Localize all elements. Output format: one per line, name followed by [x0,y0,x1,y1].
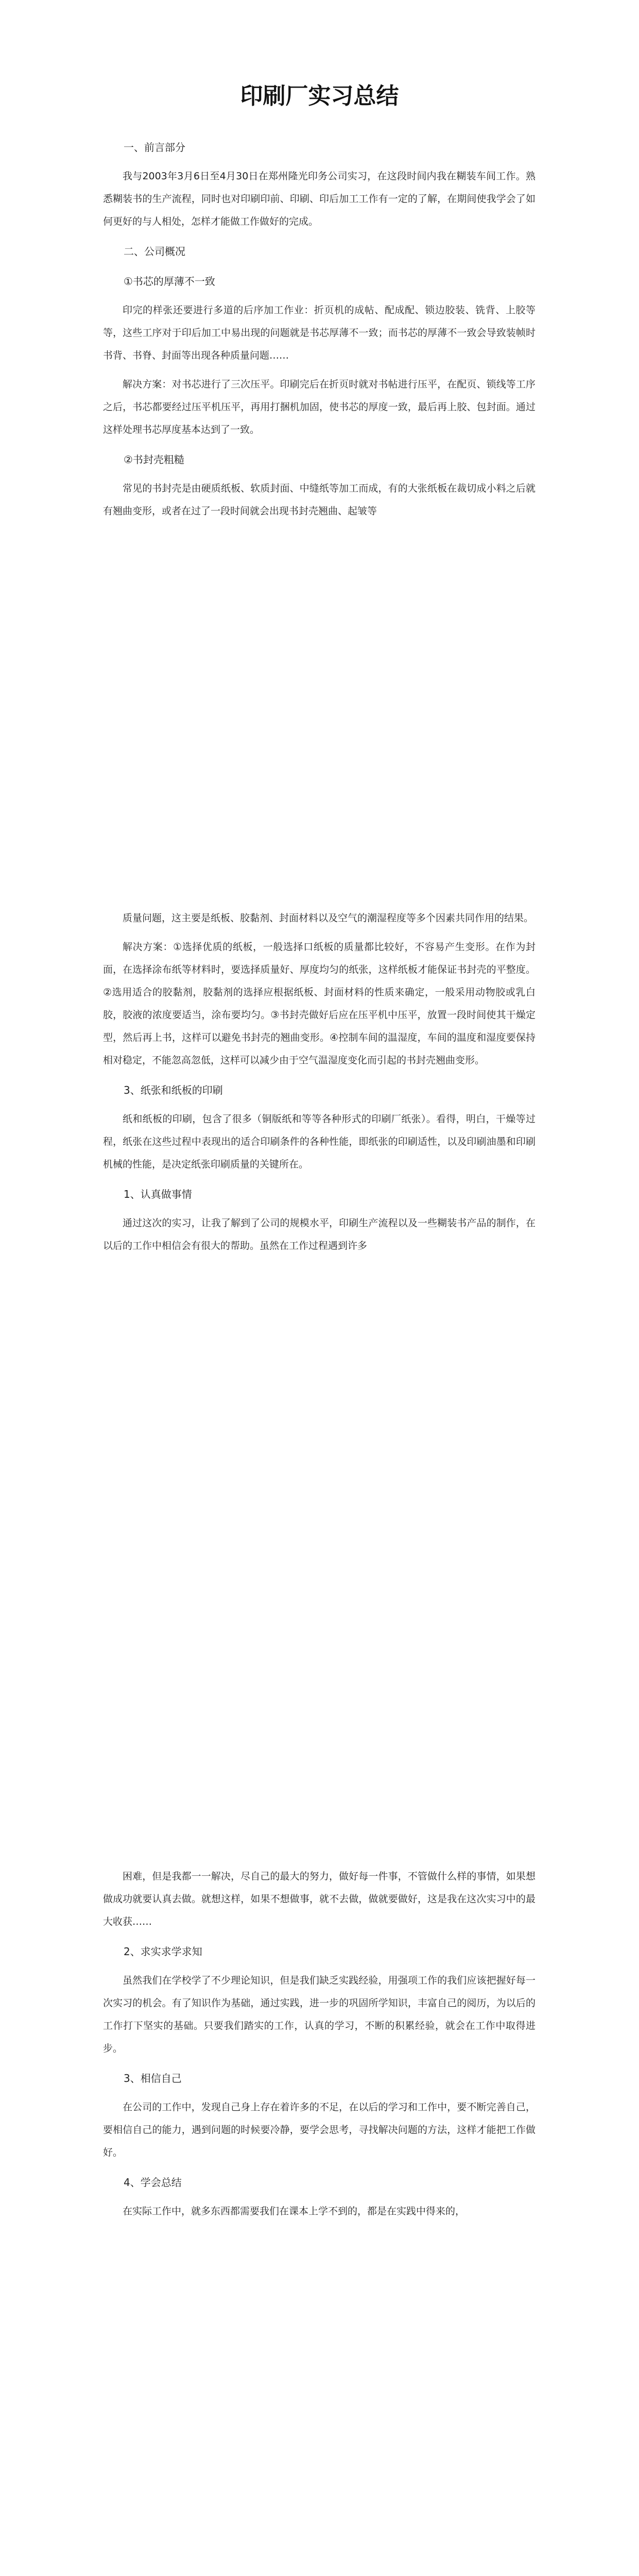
section-heading: 3、纸张和纸板的印刷 [124,1084,223,1096]
paragraph: 通过这次的实习，让我了解到了公司的规模水平，印刷生产流程以及一些糊装书产品的制作，在以后的工作中相信会有很大的帮助。虽然在工作过程遇到许多 [103,1217,536,1251]
section-page-3 [103,1865,536,2229]
paragraph: 质量问题，这主要是纸板、胶黏剂、封面材料以及空气的潮湿程度等多个因素共同作用的结果。 [123,912,534,924]
paragraph: 常见的书封壳是由硬质纸板、软质封面、中缝纸等加工而成，有的大张纸板在裁切成小料之后就有翘曲变形，或者在过了一段时间就会出现书封壳翘曲、起皱等 [103,483,536,517]
section-heading: 1、认真做事情 [124,1188,192,1200]
section-heading: 2、求实求学求知 [124,1945,202,1958]
paragraph: 纸和纸板的印刷，包含了很多（铜版纸和等等各种形式的印刷厂纸张）。看得，明白，干燥等过程，纸张在这些过程中表现出的适合印刷条件的各种性能，即纸张的印刷适性，以及印刷油墨和印刷机械的性能，是决定纸张印刷质量的关键所在。 [103,1113,536,1170]
section-heading: 二、公司概况 [124,245,185,258]
paragraph: 我与2003年3月6日至4月30日在郑州隆光印务公司实习，在这段时间内我在糊装车间工作。熟悉糊装书的生产流程，同时也对印刷印前、印刷、印后加工工作有一定的了解，在期间使我学会了如何更好的与人相处，怎样才能做工作做好的完成。 [103,171,536,227]
paragraph: 在实际工作中，就多东西都需要我们在课本上学不到的，都是在实践中得来的， [123,2206,465,2217]
paragraph: 解决方案：①选择优质的纸板，一般选择口纸板的质量都比较好，不容易产生变形。在作为封面，在选择涂布纸等材料时，要选择质量好、厚度均匀的纸张，这样纸板才能保证书封壳的平整度。②选用适合的胶黏剂，胶黏剂的选择应根据纸板、封面材料的性质来确定，一般采用动物胶或乳白胶，胶液的浓度要适当，涂布要均匀。③书封壳做好后应在压平机中压平，放置一段时间使其干燥定型，然后再上书，这样可以避免书封壳的翘曲变形。④控制车间的温湿度，车间的温度和湿度要保持相对稳定，不能忽高忽低，这样可以减少由于空气温湿度变化而引起的书封壳翘曲变形。 [103,941,536,1066]
section-page-2 [103,907,536,1263]
paragraph: 虽然我们在学校学了不少理论知识，但是我们缺乏实践经验，用强项工作的我们应该把握好每一次实习的机会。有了知识作为基础，通过实践，进一步的巩固所学知识，丰富自己的阅历，为以后的工作打下坚实的基础。只要我们踏实的工作，认真的学习，不断的积累经验，就会在工作中取得进步。 [103,1975,536,2054]
subsection-heading: ②书封壳粗糙 [124,453,184,466]
paragraph: 困难，但是我都一一解决，尽自己的最大的努力，做好每一件事，不管做什么样的事情，如果想做成功就要认真去做。就想这样，如果不想做事，就不去做，做就要做好，这是我在这次实习中的最大收获…… [103,1871,536,1927]
paragraph: 解决方案：对书芯进行了三次压平。印刷完后在折页时就对书帖进行压平，在配页、锁线等工序之后，书芯都要经过压平机压平，再用打捆机加固，使书芯的厚度一致，最后再上胶、包封面。通过这样处理书芯厚度基本达到了一致。 [103,379,536,435]
paragraph: 在公司的工作中，发现自己身上存在着许多的不足，在以后的学习和工作中，要不断完善自己，要相信自己的能力，遇到问题的时候要冷静，要学会思考，寻找解决问题的方法，这样才能把工作做好。 [103,2102,536,2158]
subsection-heading: ①书芯的厚薄不一致 [124,275,215,287]
paragraph: 印完的样张还要进行多道的后序加工作业：折页机的成帖、配成配、锁边胶装、铣背、上胶等等，这些工序对于印后加工中易出现的问题就是书芯厚薄不一致；而书芯的厚薄不一致会导致装帧时书背、书脊、封面等出现各种质量问题…… [103,304,536,361]
section-1 [103,129,536,529]
section-heading: 4、学会总结 [124,2176,182,2189]
section-heading: 一、前言部分 [124,141,185,154]
section-heading: 3、相信自己 [124,2072,182,2084]
document-title: 印刷厂实习总结 [240,83,399,109]
